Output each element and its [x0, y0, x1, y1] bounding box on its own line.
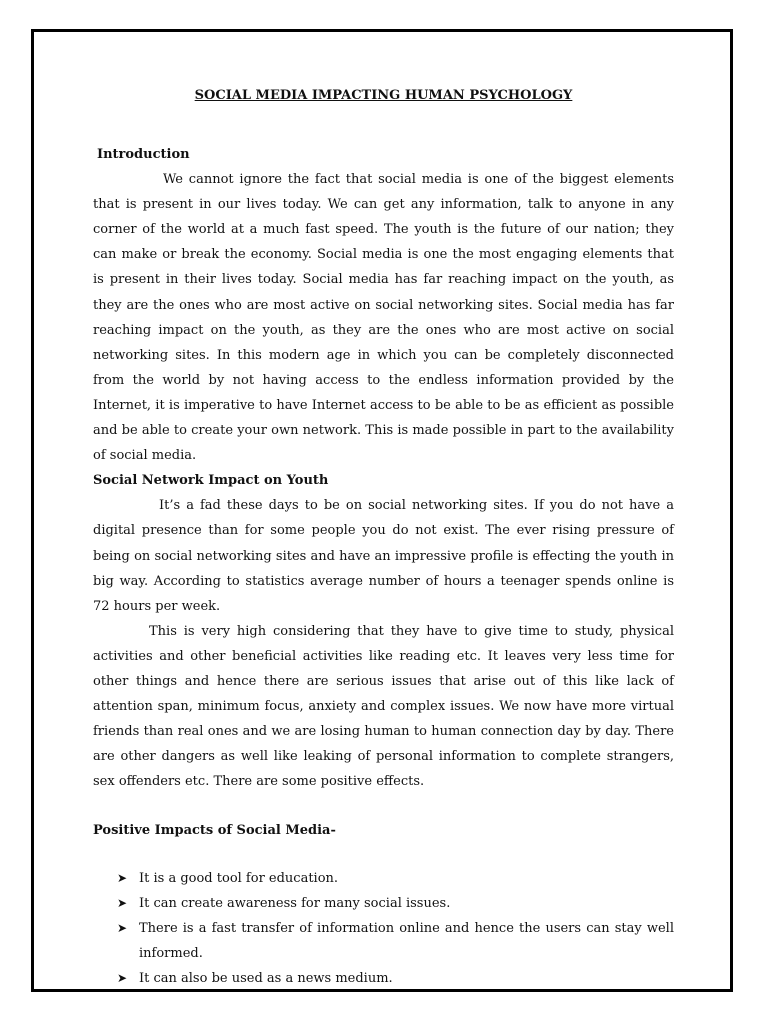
positive-impacts-list — [93, 866, 674, 991]
paragraph-youth-impact-1: It’s a fad these days to be on social networking sites. If you do not have a digital presence than for some people you do not exist. The ever rising pressure of being on social networking sites and have an impressive profile is effecting the youth in big way. According to statistics average number of hours a teenager spends online is 72 hours per week. — [93, 498, 674, 614]
list-item-text: There is a fast transfer of information online and hence the users can stay well informed. — [139, 920, 674, 961]
arrowhead-bullet-icon: ➤ — [117, 970, 128, 985]
paragraph-introduction: We cannot ignore the fact that social media is one of the biggest elements that is present in our lives today. We can get any information, talk to anyone in any corner of the world at a much fast speed. The youth is the future of our nation; they can make or break the economy. Social media is one the most engaging elements that is present in their lives today. Social media has far reaching impact on the youth, as they are the ones who are most active on social networking sites. Social media has far reaching impact on the youth, as they are the ones who are most active on social networking sites. In this modern age in which you can be completely disconnected from the world by not having access to the endless information provided by the Internet, it is imperative to have Internet access to be able to be as efficient as possible and be able to create your own network. This is made possible in part to the availability of social media. — [93, 172, 674, 464]
list-item — [117, 966, 674, 991]
document-title: SOCIAL MEDIA IMPACTING HUMAN PSYCHOLOGY — [194, 88, 573, 103]
list-item — [117, 866, 674, 891]
arrowhead-bullet-icon: ➤ — [117, 870, 128, 885]
section-heading-positive-impacts: Positive Impacts of Social Media- — [93, 823, 336, 839]
arrowhead-bullet-icon: ➤ — [117, 920, 128, 935]
list-item — [117, 891, 674, 916]
section-heading-youth-impact: Social Network Impact on Youth — [93, 473, 329, 489]
section-heading-introduction: Introduction — [97, 147, 190, 162]
list-item-text: It can create awareness for many social issues. — [139, 895, 451, 911]
arrowhead-bullet-icon: ➤ — [117, 895, 128, 910]
paragraph-youth-impact-2: This is very high considering that they have to give time to study, physical activities and other beneficial activities like reading etc. It leaves very less time for other things and hence there are serious issues that arise out of this like lack of attention span, minimum focus, anxiety and complex issues. We now have more virtual friends than real ones and we are losing human to human connection day by day. There are other dangers as well like leaking of personal information to complete strangers, sex offenders etc. There are some positive effects. — [93, 623, 674, 790]
document-body — [93, 86, 674, 991]
section-spacer — [93, 794, 674, 818]
list-item — [117, 916, 674, 966]
list-item-text: It is a good tool for education. — [139, 870, 339, 886]
list-item-text: It can also be used as a news medium. — [139, 970, 393, 986]
